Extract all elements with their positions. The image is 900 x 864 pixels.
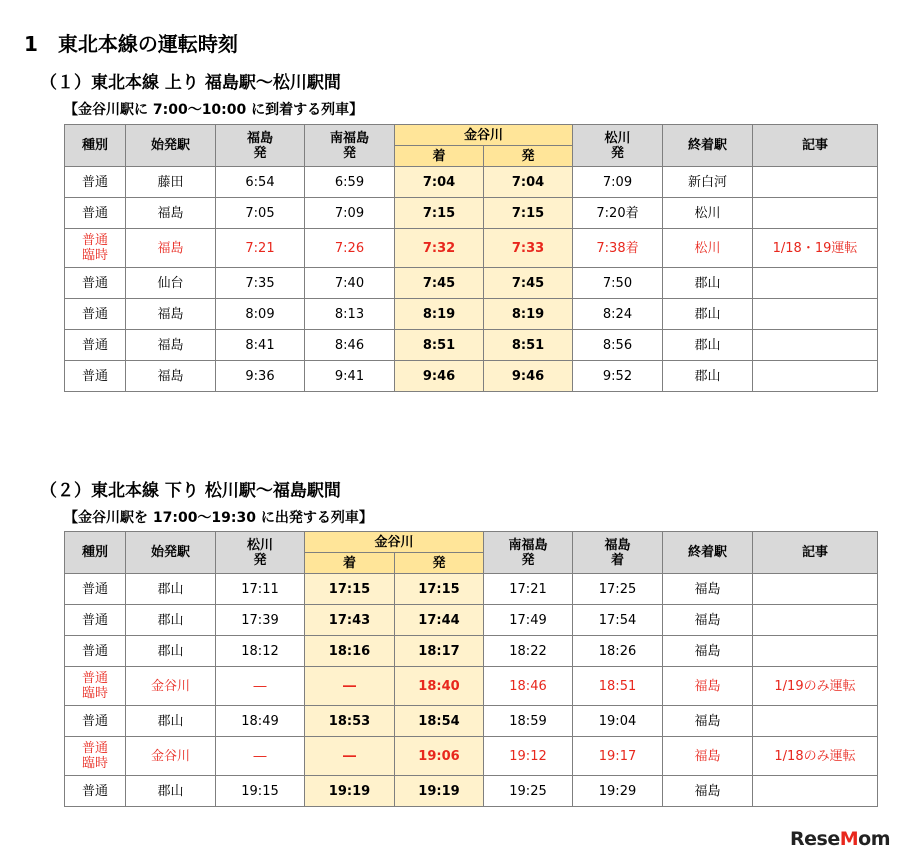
cell-arr: 18:16 [305,636,395,667]
cell-note [753,268,878,299]
cell-type: 普通 臨時 [65,737,126,776]
cell-origin: 福島 [126,229,216,268]
cell-origin: 福島 [126,361,216,392]
cell-t3: 17:21 [484,574,573,605]
cell-t2: 7:26 [305,229,395,268]
header-fukushima: 福島 発 [216,125,305,167]
cell-dest: 郡山 [663,268,753,299]
cell-note [753,361,878,392]
cell-dep: 9:46 [484,361,573,392]
cell-dest: 郡山 [663,330,753,361]
cell-dep: 7:04 [484,167,573,198]
cell-dep: 18:40 [395,667,484,706]
cell-t1: 8:41 [216,330,305,361]
table-row [65,776,878,807]
header-notes: 記事 [753,125,878,167]
header-destination: 終着駅 [663,125,753,167]
header-fukushima: 福島 着 [573,532,663,574]
cell-origin: 郡山 [126,706,216,737]
cell-t1: 7:05 [216,198,305,229]
table-row [65,605,878,636]
cell-t4: 18:51 [573,667,663,706]
cell-dest: 福島 [663,636,753,667]
cell-note: 1/18・19運転 [753,229,878,268]
cell-dep: 17:15 [395,574,484,605]
cell-type: 普通 [65,330,126,361]
table-row [65,268,878,299]
table-row [65,667,878,706]
cell-type: 普通 [65,636,126,667]
resemom-logo: ReseMom [790,828,890,850]
cell-note [753,299,878,330]
cell-t1: 18:12 [216,636,305,667]
cell-dest: 郡山 [663,361,753,392]
cell-note: 1/19のみ運転 [753,667,878,706]
timetable-down [64,531,878,807]
header-origin: 始発駅 [126,532,216,574]
cell-arr: 9:46 [395,361,484,392]
cell-arr: ― [305,667,395,706]
cell-origin: 郡山 [126,636,216,667]
cell-origin: 郡山 [126,776,216,807]
table-row [65,167,878,198]
cell-type: 普通 [65,167,126,198]
cell-type: 普通 [65,268,126,299]
cell-origin: 郡山 [126,574,216,605]
header-minami-fukushima: 南福島 発 [305,125,395,167]
cell-t4: 7:50 [573,268,663,299]
cell-t4: 8:56 [573,330,663,361]
header-minami-fukushima: 南福島 発 [484,532,573,574]
table-row [65,574,878,605]
cell-t1: 9:36 [216,361,305,392]
cell-t4: 19:04 [573,706,663,737]
cell-origin: 郡山 [126,605,216,636]
header-arrive: 着 [305,553,395,574]
cell-arr: 7:15 [395,198,484,229]
cell-dep: 18:17 [395,636,484,667]
cell-t1: 6:54 [216,167,305,198]
cell-t2: 6:59 [305,167,395,198]
cell-origin: 福島 [126,198,216,229]
section1-heading: （１）東北本線 上り 福島駅～松川駅間 [40,73,341,93]
table-row [65,361,878,392]
cell-dest: 福島 [663,574,753,605]
table-row [65,706,878,737]
cell-dep: 7:45 [484,268,573,299]
cell-t3: 18:59 [484,706,573,737]
header-type: 種別 [65,125,126,167]
cell-origin: 金谷川 [126,667,216,706]
cell-t1: 18:49 [216,706,305,737]
cell-type: 普通 [65,706,126,737]
cell-type: 普通 [65,361,126,392]
cell-note [753,706,878,737]
cell-note [753,636,878,667]
header-arrive: 着 [395,146,484,167]
cell-dep: 17:44 [395,605,484,636]
header-destination: 終着駅 [663,532,753,574]
cell-t4: 7:09 [573,167,663,198]
cell-t1: 7:21 [216,229,305,268]
header-notes: 記事 [753,532,878,574]
cell-type: 普通 [65,574,126,605]
cell-dest: 福島 [663,737,753,776]
cell-dest: 福島 [663,605,753,636]
section2-subheading: 【金谷川駅を 17:00～19:30 に出発する列車】 [64,510,373,526]
cell-dep: 18:54 [395,706,484,737]
cell-origin: 福島 [126,330,216,361]
cell-t4: 7:38着 [573,229,663,268]
cell-t1: ― [216,737,305,776]
cell-t4: 7:20着 [573,198,663,229]
cell-note [753,605,878,636]
cell-note [753,198,878,229]
cell-t3: 19:12 [484,737,573,776]
cell-t1: ― [216,667,305,706]
table-row [65,636,878,667]
cell-dep: 19:06 [395,737,484,776]
cell-origin: 福島 [126,299,216,330]
cell-t4: 18:26 [573,636,663,667]
cell-note [753,167,878,198]
header-origin: 始発駅 [126,125,216,167]
cell-type: 普通 [65,776,126,807]
cell-type: 普通 臨時 [65,229,126,268]
cell-t1: 8:09 [216,299,305,330]
cell-type: 普通 [65,605,126,636]
cell-dest: 松川 [663,229,753,268]
cell-t2: 8:46 [305,330,395,361]
table-row [65,198,878,229]
cell-t2: 9:41 [305,361,395,392]
cell-dest: 福島 [663,667,753,706]
cell-dep: 7:33 [484,229,573,268]
cell-dest: 松川 [663,198,753,229]
header-matsukawa: 松川 発 [216,532,305,574]
cell-arr: ― [305,737,395,776]
cell-t3: 19:25 [484,776,573,807]
cell-origin: 藤田 [126,167,216,198]
table-row [65,229,878,268]
cell-t4: 17:25 [573,574,663,605]
section2-heading: （２）東北本線 下り 松川駅～福島駅間 [40,481,341,501]
cell-dep: 8:51 [484,330,573,361]
cell-origin: 仙台 [126,268,216,299]
cell-type: 普通 [65,299,126,330]
cell-dest: 福島 [663,706,753,737]
cell-t3: 18:46 [484,667,573,706]
header-depart: 発 [484,146,573,167]
header-depart: 発 [395,553,484,574]
cell-arr: 7:32 [395,229,484,268]
cell-type: 普通 臨時 [65,667,126,706]
section1-subheading: 【金谷川駅に 7:00～10:00 に到着する列車】 [64,102,364,118]
cell-t4: 17:54 [573,605,663,636]
table-row [65,737,878,776]
cell-type: 普通 [65,198,126,229]
cell-arr: 19:19 [305,776,395,807]
cell-dep: 8:19 [484,299,573,330]
cell-dest: 郡山 [663,299,753,330]
cell-note [753,330,878,361]
header-matsukawa: 松川 発 [573,125,663,167]
cell-t4: 8:24 [573,299,663,330]
header-kanayagawa: 金谷川 [305,532,484,553]
page-title: 1 東北本線の運転時刻 [24,32,238,56]
cell-t4: 9:52 [573,361,663,392]
cell-dep: 7:15 [484,198,573,229]
cell-t1: 17:11 [216,574,305,605]
header-type: 種別 [65,532,126,574]
cell-arr: 7:45 [395,268,484,299]
cell-dest: 福島 [663,776,753,807]
cell-t4: 19:17 [573,737,663,776]
cell-t1: 17:39 [216,605,305,636]
table-row [65,330,878,361]
cell-t1: 19:15 [216,776,305,807]
cell-arr: 18:53 [305,706,395,737]
cell-origin: 金谷川 [126,737,216,776]
cell-arr: 17:43 [305,605,395,636]
cell-dest: 新白河 [663,167,753,198]
cell-arr: 8:19 [395,299,484,330]
cell-arr: 7:04 [395,167,484,198]
cell-t4: 19:29 [573,776,663,807]
cell-arr: 17:15 [305,574,395,605]
cell-dep: 19:19 [395,776,484,807]
table-row [65,299,878,330]
cell-t1: 7:35 [216,268,305,299]
cell-arr: 8:51 [395,330,484,361]
cell-t3: 18:22 [484,636,573,667]
cell-t3: 17:49 [484,605,573,636]
cell-t2: 8:13 [305,299,395,330]
cell-note [753,574,878,605]
cell-note: 1/18のみ運転 [753,737,878,776]
cell-note [753,776,878,807]
cell-t2: 7:40 [305,268,395,299]
timetable-up [64,124,878,392]
header-kanayagawa: 金谷川 [395,125,573,146]
cell-t2: 7:09 [305,198,395,229]
